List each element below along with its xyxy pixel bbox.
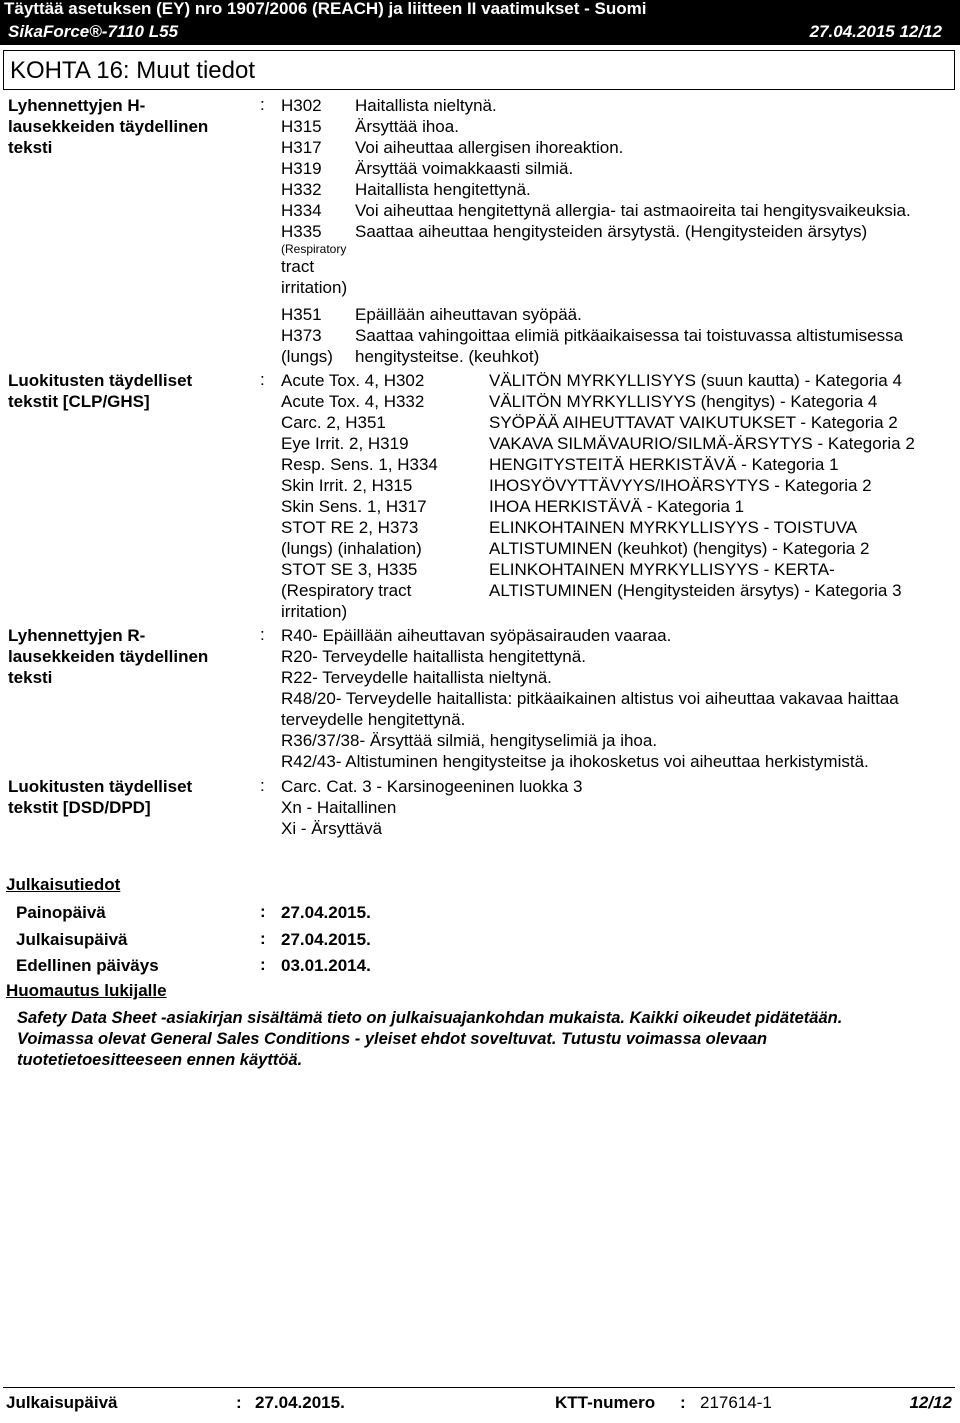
footer-ktt-value: 217614-1 bbox=[700, 1393, 772, 1412]
dsd-line: Xn - Haitallinen bbox=[281, 798, 397, 817]
clp-code: Carc. 2, H351 bbox=[281, 413, 386, 432]
clp-text: IHOSYÖVYTTÄVYYS/IHOÄRSYTYS - Kategoria 2 bbox=[489, 476, 872, 495]
label-line: Lyhennettyjen R- bbox=[8, 626, 146, 645]
h-text: Ärsyttää voimakkaasti silmiä. bbox=[355, 159, 574, 178]
label-line: Lyhennettyjen H- bbox=[8, 96, 146, 115]
section-title-box bbox=[3, 50, 955, 90]
clp-text: VÄLITÖN MYRKYLLISYYS (hengitys) - Kategoria 4 bbox=[489, 392, 878, 411]
note-line: irritation) bbox=[281, 278, 348, 297]
clp-text: VAKAVA SILMÄVAURIO/SILMÄ-ÄRSYTYS - Kategoria 2 bbox=[489, 434, 915, 453]
clp-text: HENGITYSTEITÄ HERKISTÄVÄ - Kategoria 1 bbox=[489, 455, 839, 474]
r-phrase: terveydelle hengitettynä. bbox=[281, 710, 466, 729]
footer-colon: : bbox=[236, 1393, 242, 1412]
label-line: Luokitusten täydelliset bbox=[8, 371, 193, 390]
clp-label bbox=[8, 370, 192, 412]
r-phrase: R42/43- Altistuminen hengitysteitse ja ihokosketus voi aiheuttaa herkistymistä. bbox=[281, 752, 869, 771]
r-phrase: R48/20- Terveydelle haitallista: pitkäaikainen altistus voi aiheuttaa vakavaa haittaa bbox=[281, 689, 899, 708]
h-text: Ärsyttää ihoa. bbox=[355, 117, 459, 136]
h-text: Voi aiheuttaa hengitettynä allergia- tai astmaoireita tai hengitysvaikeuksia. bbox=[355, 201, 911, 220]
notice-line: Safety Data Sheet -asiakirjan sisältämä tieto on julkaisuajankohdan mukaista. Kaikki oikeudet pidätetään. bbox=[17, 1009, 843, 1027]
r-phrase-list bbox=[281, 625, 899, 772]
clp-text: ALTISTUMINEN (keuhkot) (hengitys) - Kategoria 2 bbox=[489, 539, 870, 558]
colon: : bbox=[260, 902, 266, 921]
clp-code: Acute Tox. 4, H302 bbox=[281, 371, 425, 390]
r-phrase: R22- Terveydelle haitallista nieltynä. bbox=[281, 668, 552, 687]
clp-code: STOT RE 2, H373 bbox=[281, 518, 419, 537]
section-title: KOHTA 16: Muut tiedot bbox=[10, 57, 256, 84]
footer-date-label: Julkaisupäivä bbox=[6, 1393, 118, 1412]
clp-code: (Respiratory tract bbox=[281, 581, 412, 600]
h-code: H335 bbox=[281, 222, 322, 241]
notice-text bbox=[17, 1008, 937, 1071]
publication-heading: Julkaisutiedot bbox=[6, 875, 121, 894]
note-line: tract bbox=[281, 257, 315, 276]
print-date-value: 27.04.2015. bbox=[281, 903, 371, 922]
document-header bbox=[0, 0, 960, 45]
notice-heading: Huomautus lukijalle bbox=[6, 981, 167, 1000]
footer-colon: : bbox=[680, 1393, 686, 1412]
previous-date-label: Edellinen päiväys bbox=[16, 956, 159, 975]
product-name: SikaForce®-7110 L55 bbox=[8, 22, 179, 41]
h-text: Haitallista nieltynä. bbox=[355, 96, 497, 115]
label-line: teksti bbox=[8, 138, 53, 157]
colon: : bbox=[260, 955, 266, 974]
h335-note-small: (Respiratory bbox=[281, 242, 347, 256]
label-line: tekstit [CLP/GHS] bbox=[8, 392, 150, 411]
footer-page: 12/12 bbox=[909, 1393, 952, 1412]
h-code: H332 bbox=[281, 180, 322, 199]
clp-code: STOT SE 3, H335 bbox=[281, 560, 418, 579]
regulation-title: Täyttää asetuksen (EY) nro 1907/2006 (REACH) ja liitteen II vaatimukset - Suomi bbox=[4, 0, 647, 18]
r-phrases-label bbox=[8, 625, 208, 688]
footer-ktt-label: KTT-numero bbox=[555, 1393, 656, 1412]
dsd-line: Xi - Ärsyttävä bbox=[281, 819, 383, 838]
dsd-label bbox=[8, 776, 192, 818]
h-code: H351 bbox=[281, 305, 322, 324]
h-code: (lungs) bbox=[281, 347, 333, 366]
dsd-line: Carc. Cat. 3 - Karsinogeeninen luokka 3 bbox=[281, 777, 583, 796]
dsd-list bbox=[281, 776, 582, 839]
label-line: Luokitusten täydelliset bbox=[8, 777, 193, 796]
colon: : bbox=[260, 929, 266, 948]
r-phrase: R40- Epäillään aiheuttavan syöpäsairauden vaaraa. bbox=[281, 626, 672, 645]
h-code: H373 bbox=[281, 326, 322, 345]
notice-line: tuotetietoesitteeseen ennen käyttöä. bbox=[17, 1051, 303, 1069]
notice-line: Voimassa olevat General Sales Conditions - yleiset ehdot soveltuvat. Tutustu voimassa olevaan bbox=[17, 1030, 768, 1048]
colon: : bbox=[260, 776, 265, 795]
colon: : bbox=[260, 95, 265, 114]
clp-code: Resp. Sens. 1, H334 bbox=[281, 455, 438, 474]
h-text: Saattaa vahingoittaa elimiä pitkäaikaisessa tai toistuvassa altistumisessa bbox=[355, 326, 904, 345]
h-code-list bbox=[281, 95, 322, 242]
h-text: Haitallista hengitettynä. bbox=[355, 180, 531, 199]
clp-code: Eye Irrit. 2, H319 bbox=[281, 434, 409, 453]
h-code: H319 bbox=[281, 159, 322, 178]
h-text: Epäillään aiheuttavan syöpää. bbox=[355, 305, 582, 324]
clp-code: (lungs) (inhalation) bbox=[281, 539, 422, 558]
colon: : bbox=[260, 370, 265, 389]
h-code: H302 bbox=[281, 96, 322, 115]
clp-code: Acute Tox. 4, H332 bbox=[281, 392, 425, 411]
h-code: H334 bbox=[281, 201, 322, 220]
r-phrase: R36/37/38- Ärsyttää silmiä, hengityselimiä ja ihoa. bbox=[281, 731, 658, 750]
label-line: tekstit [DSD/DPD] bbox=[8, 798, 151, 817]
h-code: H317 bbox=[281, 138, 322, 157]
previous-date-value: 03.01.2014. bbox=[281, 956, 371, 975]
label-line: teksti bbox=[8, 668, 53, 687]
h-text: hengitysteitse. (keuhkot) bbox=[355, 347, 540, 366]
r-phrase: R20- Terveydelle haitallista hengitettynä. bbox=[281, 647, 586, 666]
h-code: H315 bbox=[281, 117, 322, 136]
h-text: Saattaa aiheuttaa hengitysteiden ärsytystä. (Hengitysteiden ärsytys) bbox=[355, 222, 868, 241]
print-date-label: Painopäivä bbox=[16, 903, 106, 922]
h-code-list-2 bbox=[281, 304, 333, 367]
issue-date-value: 27.04.2015. bbox=[281, 930, 371, 949]
label-line: lausekkeiden täydellinen bbox=[8, 647, 209, 666]
h-text-list bbox=[355, 95, 911, 242]
clp-text: ALTISTUMINEN (Hengitysteiden ärsytys) - Kategoria 3 bbox=[489, 581, 902, 600]
footer-divider bbox=[3, 1387, 955, 1388]
clp-text-list bbox=[489, 370, 915, 601]
clp-code: Skin Irrit. 2, H315 bbox=[281, 476, 413, 495]
footer-date-value: 27.04.2015. bbox=[255, 1393, 345, 1412]
clp-text: ELINKOHTAINEN MYRKYLLISYYS - KERTA- bbox=[489, 560, 835, 579]
label-line: lausekkeiden täydellinen bbox=[8, 117, 209, 136]
clp-text: ELINKOHTAINEN MYRKYLLISYYS - TOISTUVA bbox=[489, 518, 858, 537]
colon: : bbox=[260, 625, 265, 644]
date-page: 27.04.2015 12/12 bbox=[809, 22, 942, 41]
issue-date-label: Julkaisupäivä bbox=[16, 930, 128, 949]
clp-code: Skin Sens. 1, H317 bbox=[281, 497, 427, 516]
h335-note bbox=[281, 256, 347, 298]
clp-code: irritation) bbox=[281, 602, 348, 621]
clp-text: VÄLITÖN MYRKYLLISYYS (suun kautta) - Kategoria 4 bbox=[489, 371, 902, 390]
h-text-list-2 bbox=[355, 304, 903, 367]
clp-code-list bbox=[281, 370, 438, 622]
h-text: Voi aiheuttaa allergisen ihoreaktion. bbox=[355, 138, 624, 157]
clp-text: IHOA HERKISTÄVÄ - Kategoria 1 bbox=[489, 497, 745, 516]
h-statements-label bbox=[8, 95, 208, 158]
clp-text: SYÖPÄÄ AIHEUTTAVAT VAIKUTUKSET - Kategoria 2 bbox=[489, 413, 898, 432]
